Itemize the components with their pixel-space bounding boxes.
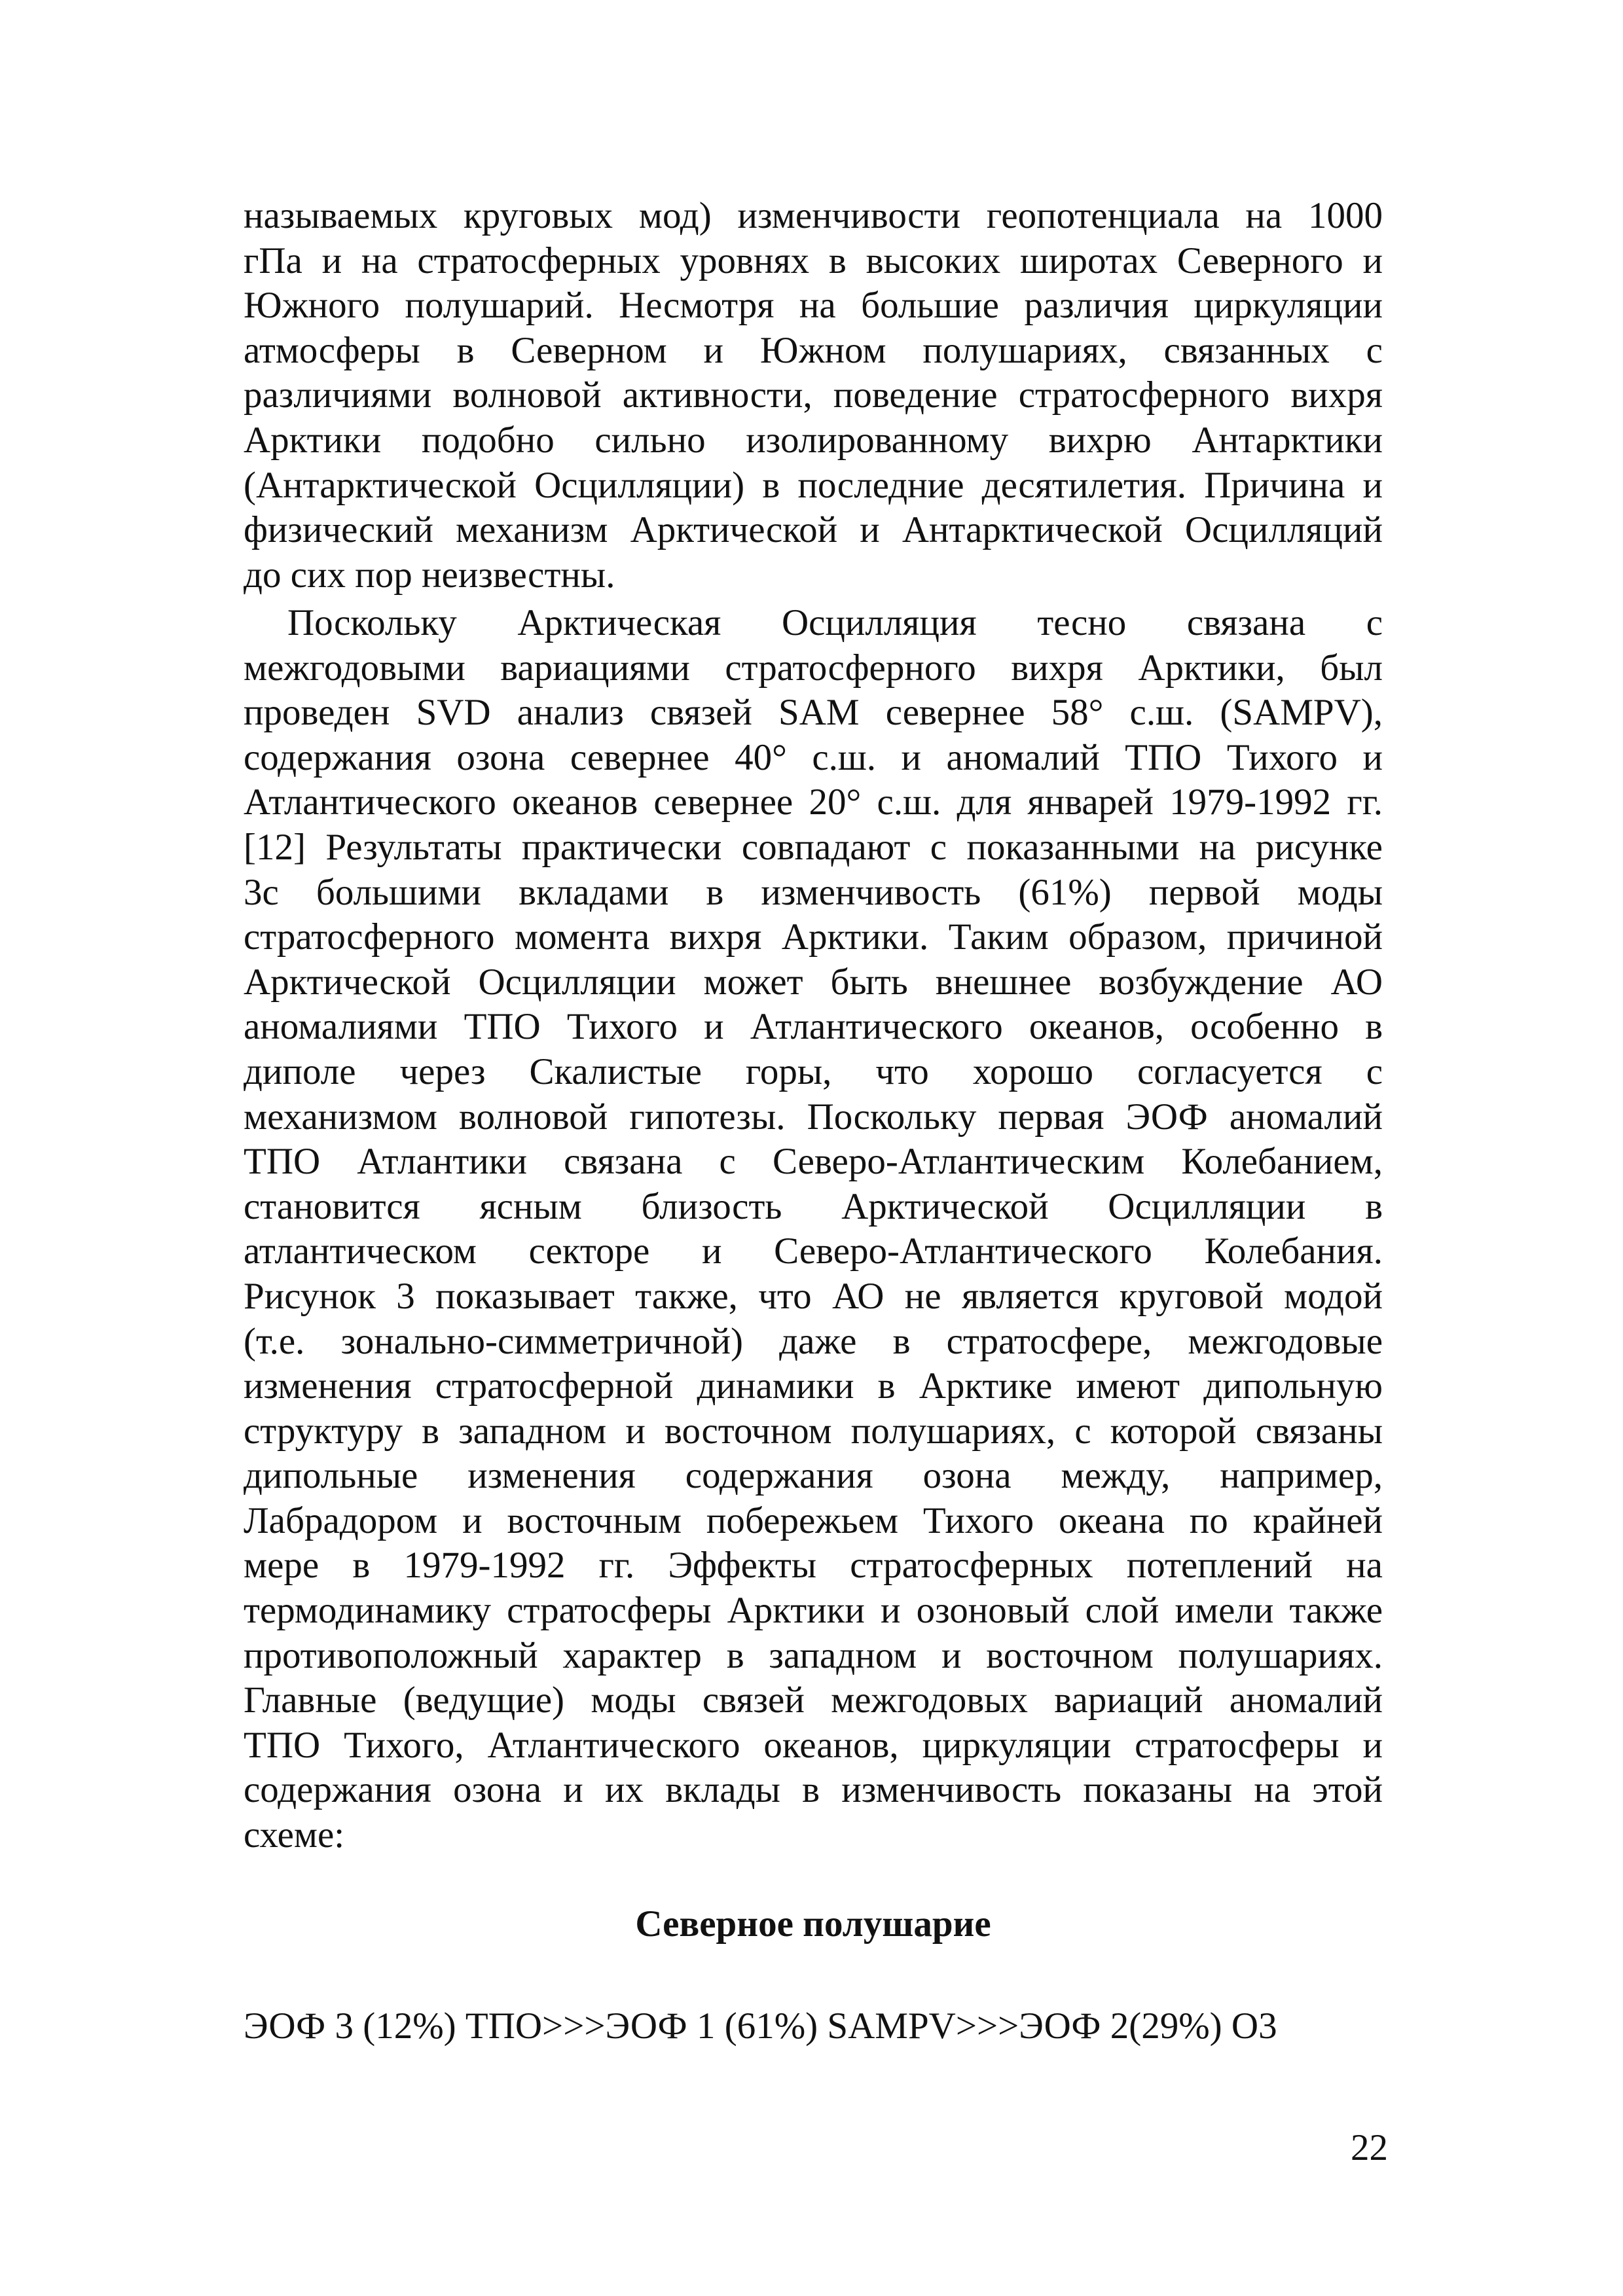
paragraph-line: Поскольку Арктическая Осцилляция тесно связана с bbox=[287, 602, 1383, 643]
paragraph-line: становится ясным близость Арктической Осцилляции в bbox=[244, 1185, 1383, 1227]
paragraph-line: (т.е. зонально-симметричной) даже в стратосфере, межгодовые bbox=[244, 1320, 1383, 1362]
paragraph-line: ТПО Атлантики связана с Северо-Атлантическим Колебанием, bbox=[244, 1141, 1383, 1183]
paragraph-line: термодинамику стратосферы Арктики и озоновый слой имели также bbox=[244, 1590, 1383, 1632]
page-number: 22 bbox=[1351, 2127, 1388, 2168]
paragraph-2 bbox=[244, 601, 1383, 1858]
paragraph-line: называемых круговых мод) изменчивости геопотенциала на 1000 bbox=[244, 195, 1383, 236]
paragraph-line: механизмом волновой гипотезы. Поскольку первая ЭОФ аномалий bbox=[244, 1096, 1383, 1138]
paragraph-line: 3с большими вкладами в изменчивость (61%) первой моды bbox=[244, 871, 1383, 913]
paragraph-line: проведен SVD анализ связей SAM севернее 58° с.ш. (SAMPV), bbox=[244, 692, 1383, 734]
paragraph-line: изменения стратосферной динамики в Арктике имеют дипольную bbox=[244, 1365, 1383, 1407]
paragraph-line: Атлантического океанов севернее 20° с.ш. для январей 1979-1992 гг. bbox=[244, 781, 1383, 823]
paragraph-line: Рисунок 3 показывает также, что АО не является круговой модой bbox=[244, 1275, 1383, 1317]
paragraph-line: аномалиями ТПО Тихого и Атлантического океанов, особенно в bbox=[244, 1006, 1383, 1048]
paragraph-line: ТПО Тихого, Атлантического океанов, циркуляции стратосферы и bbox=[244, 1724, 1383, 1766]
paragraph-line: диполе через Скалистые горы, что хорошо согласуется с bbox=[244, 1050, 1383, 1092]
paragraph-line: Главные (ведущие) моды связей межгодовых вариаций аномалий bbox=[244, 1679, 1383, 1721]
paragraph-line: различиями волновой активности, поведение стратосферного вихря bbox=[244, 374, 1383, 416]
paragraph-1 bbox=[244, 194, 1383, 598]
paragraph-line: Арктической Осцилляции может быть внешнее возбуждение АО bbox=[244, 961, 1383, 1003]
paragraph-line: стратосферного момента вихря Арктики. Таким образом, причиной bbox=[244, 916, 1383, 958]
paragraph-line: дипольные изменения содержания озона между, например, bbox=[244, 1455, 1383, 1497]
paragraph-line: атмосферы в Северном и Южном полушариях, связанных с bbox=[244, 329, 1383, 371]
paragraph-line: Лабрадором и восточным побережьем Тихого океана по крайней bbox=[244, 1499, 1383, 1541]
section-heading: Северное полушарие bbox=[635, 1903, 991, 1945]
paragraph-line: Южного полушарий. Несмотря на большие различия циркуляции bbox=[244, 285, 1383, 327]
paragraph-line: физический механизм Арктической и Антарктической Осцилляций bbox=[244, 509, 1383, 551]
paragraph-line: до сих пор неизвестны. bbox=[244, 554, 615, 596]
paragraph-line: Арктики подобно сильно изолированному вихрю Антарктики bbox=[244, 419, 1383, 461]
paragraph-line: схеме: bbox=[244, 1814, 345, 1856]
paragraph-line: (Антарктической Осцилляции) в последние десятилетия. Причина и bbox=[244, 464, 1383, 506]
paragraph-line: межгодовыми вариациями стратосферного вихря Арктики, был bbox=[244, 647, 1383, 689]
paragraph-line: структуру в западном и восточном полушариях, с которой связаны bbox=[244, 1410, 1383, 1452]
paragraph-line: содержания озона севернее 40° с.ш. и аномалий ТПО Тихого и bbox=[244, 736, 1383, 778]
paragraph-line: содержания озона и их вклады в изменчивость показаны на этой bbox=[244, 1769, 1383, 1811]
paragraph-line: гПа и на стратосферных уровнях в высоких широтах Северного и bbox=[244, 240, 1383, 281]
paragraph-line: противоположный характер в западном и восточном полушариях. bbox=[244, 1634, 1383, 1676]
paragraph-line: мере в 1979-1992 гг. Эффекты стратосферных потеплений на bbox=[244, 1545, 1383, 1587]
mode-scheme: ЭОФ 3 (12%) ТПО>>>ЭОФ 1 (61%) SAMPV>>>ЭОФ 2(29%) O3 bbox=[244, 2005, 1277, 2047]
paragraph-line: [12] Результаты практически совпадают с показанными на рисунке bbox=[244, 826, 1383, 868]
paragraph-line: атлантическом секторе и Северо-Атлантического Колебания. bbox=[244, 1230, 1383, 1272]
